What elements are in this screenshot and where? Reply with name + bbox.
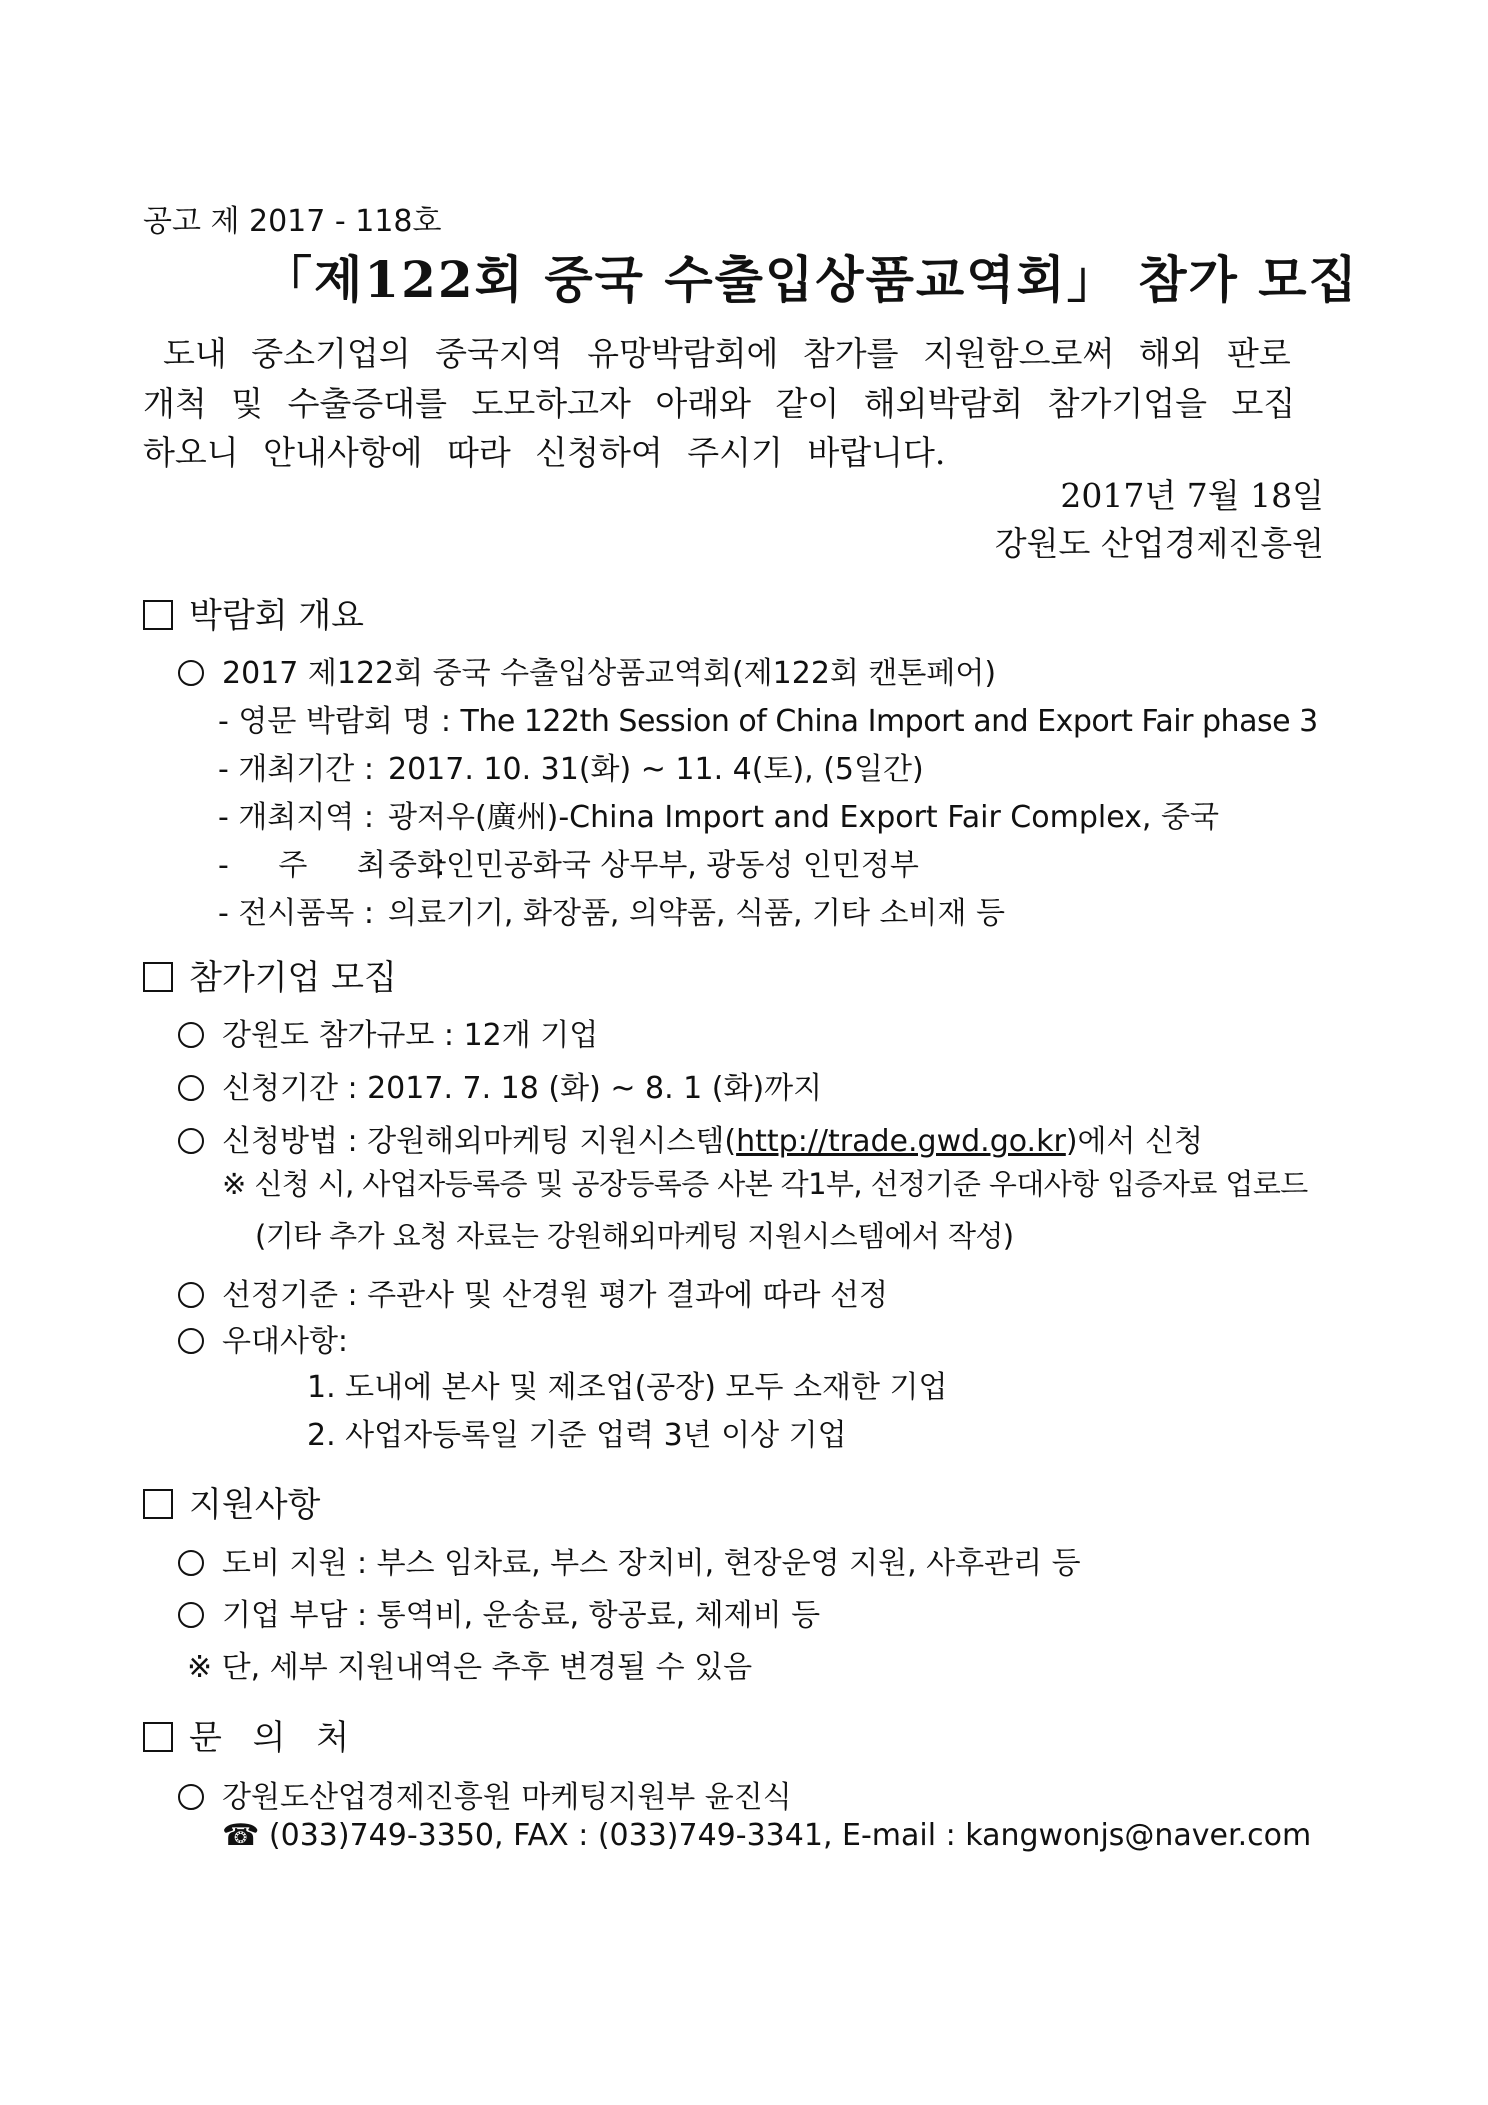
circle-bullet-icon bbox=[178, 1282, 204, 1308]
sub-item-value: 2017. 10. 31(화) ~ 11. 4(토), (5일간) bbox=[388, 752, 924, 787]
list-item bbox=[178, 1116, 1203, 1160]
notice-date: 2017년 7월 18일 bbox=[1060, 476, 1324, 515]
sub-item-label: - 전시품목 : bbox=[218, 896, 374, 931]
circle-bullet-icon bbox=[178, 1784, 204, 1810]
checkbox-square-icon bbox=[143, 962, 173, 992]
section-heading-text: 문 의 처 bbox=[189, 1718, 360, 1758]
list-item-text: 선정기준 : 주관사 및 산경원 평가 결과에 따라 선정 bbox=[222, 1278, 888, 1313]
list-item-text: 강원도산업경제진흥원 마케팅지원부 윤진식 bbox=[222, 1780, 792, 1815]
intro-line-2: 개척 및 수출증대를 도모하고자 아래와 같이 해외박람회 참가기업을 모집 bbox=[143, 384, 1296, 423]
circle-bullet-icon bbox=[178, 660, 204, 686]
issuing-organization: 강원도 산업경제진흥원 bbox=[994, 524, 1324, 563]
trade-system-link[interactable]: http://trade.gwd.go.kr bbox=[736, 1124, 1066, 1159]
section-heading-support bbox=[143, 1477, 320, 1526]
list-item-text: 기업 부담 : 통역비, 운송료, 항공료, 체제비 등 bbox=[222, 1598, 821, 1633]
section-heading-overview bbox=[143, 588, 364, 637]
intro-line-3: 하오니 안내사항에 따라 신청하여 주시기 바랍니다. bbox=[143, 433, 946, 472]
list-item bbox=[178, 1010, 598, 1054]
circle-bullet-icon bbox=[178, 1550, 204, 1576]
list-item-text: 신청기간 : 2017. 7. 18 (화) ~ 8. 1 (화)까지 bbox=[222, 1071, 823, 1106]
sub-item-label: - 개최지역 : bbox=[218, 800, 374, 835]
list-item bbox=[178, 1316, 348, 1360]
sub-item-exhibits bbox=[218, 888, 1005, 932]
list-item-text: 도비 지원 : 부스 임차료, 부스 장치비, 현장운영 지원, 사후관리 등 bbox=[222, 1546, 1081, 1581]
checkbox-square-icon bbox=[143, 1722, 173, 1752]
list-item-text: )에서 신청 bbox=[1065, 1124, 1203, 1159]
support-note: ※ 단, 세부 지원내역은 추후 변경될 수 있음 bbox=[187, 1650, 753, 1685]
intro-line-1: 도내 중소기업의 중국지역 유망박람회에 참가를 지원함으로써 해외 판로 bbox=[163, 334, 1291, 373]
sub-item-value: 중화인민공화국 상무부, 광동성 인민정부 bbox=[388, 848, 919, 883]
sub-item-label: - 주 최 : bbox=[218, 848, 446, 883]
list-item bbox=[178, 1590, 820, 1634]
circle-bullet-icon bbox=[178, 1022, 204, 1048]
section-heading-text: 박람회 개요 bbox=[189, 596, 365, 636]
circle-bullet-icon bbox=[178, 1128, 204, 1154]
list-item-text: 우대사항: bbox=[222, 1324, 349, 1359]
list-item bbox=[178, 1772, 792, 1816]
preference-item: 1. 도내에 본사 및 제조업(공장) 모두 소재한 기업 bbox=[307, 1370, 948, 1405]
section-heading-text: 지원사항 bbox=[189, 1485, 321, 1525]
sub-item-period bbox=[218, 744, 924, 788]
list-item bbox=[178, 648, 996, 692]
sub-item-label: - 개최기간 : bbox=[218, 752, 374, 787]
section-heading-recruitment bbox=[143, 950, 397, 999]
circle-bullet-icon bbox=[178, 1602, 204, 1628]
list-item-text: 강원도 참가규모 : 12개 기업 bbox=[222, 1018, 599, 1053]
circle-bullet-icon bbox=[178, 1075, 204, 1101]
sub-item-value: The 122th Session of China Import and Export Fair phase 3 bbox=[460, 704, 1318, 739]
checkbox-square-icon bbox=[143, 600, 173, 630]
sub-item-value: 광저우(廣州)-China Import and Export Fair Complex, 중국 bbox=[388, 800, 1219, 835]
list-item-text: 신청방법 : 강원해외마케팅 지원시스템( bbox=[222, 1124, 737, 1159]
section-heading-text: 참가기업 모집 bbox=[189, 958, 397, 998]
sub-item-host bbox=[218, 840, 919, 884]
sub-item-location bbox=[218, 792, 1219, 836]
circle-bullet-icon bbox=[178, 1328, 204, 1354]
sub-item-english-name bbox=[218, 696, 1318, 740]
preference-item: 2. 사업자등록일 기준 업력 3년 이상 기업 bbox=[307, 1418, 847, 1453]
list-item bbox=[178, 1538, 1081, 1582]
sub-item-value: 의료기기, 화장품, 의약품, 식품, 기타 소비재 등 bbox=[388, 896, 1006, 931]
sub-item-label: - 영문 박람회 명 : bbox=[218, 704, 451, 739]
contact-info: ☎ (033)749-3350, FAX : (033)749-3341, E-mail : kangwonjs@naver.com bbox=[222, 1818, 1312, 1853]
list-item bbox=[178, 1270, 888, 1314]
application-note: ※ 신청 시, 사업자등록증 및 공장등록증 사본 각1부, 선정기준 우대사항 입증자료 업로드 bbox=[222, 1167, 1308, 1201]
checkbox-square-icon bbox=[143, 1489, 173, 1519]
list-item-text: 2017 제122회 중국 수출입상품교역회(제122회 캔톤페어) bbox=[222, 656, 997, 691]
list-item bbox=[178, 1063, 822, 1107]
section-heading-contact bbox=[143, 1710, 359, 1759]
page-title: 「제122회 중국 수출입상품교역회」 참가 모집 bbox=[262, 250, 1359, 309]
application-note-detail: (기타 추가 요청 자료는 강원해외마케팅 지원시스템에서 작성) bbox=[255, 1219, 1014, 1253]
notice-number: 공고 제 2017 - 118호 bbox=[143, 204, 442, 239]
